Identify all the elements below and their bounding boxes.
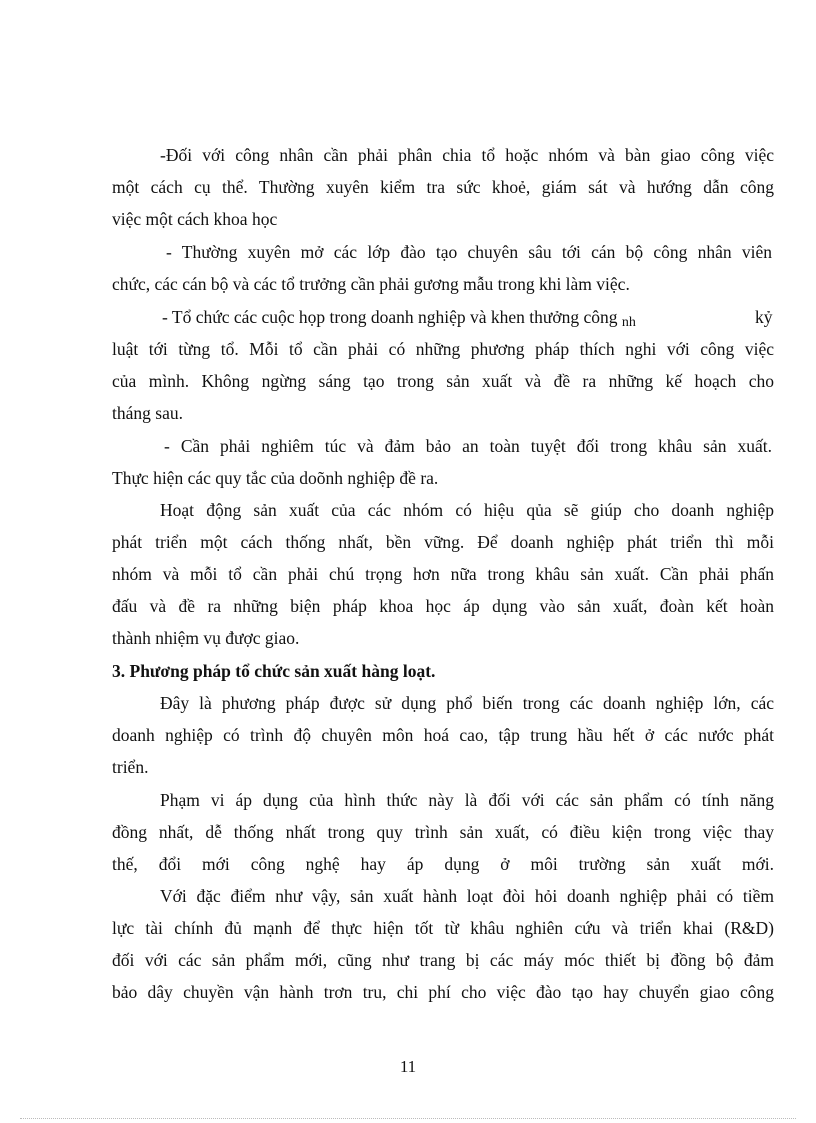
text-line: -Đối với công nhân cần phải phân chia tổ hoặc nhóm và bàn giao công việc [160,145,774,165]
text-line: - Thường xuyên mở các lớp đào tạo chuyên sâu tới cán bộ công nhân viên [166,242,772,262]
text-line: triển. [112,757,149,777]
text-line: việc một cách khoa học [112,209,278,229]
text-line: doanh nghiệp có trình độ chuyên môn hoá cao, tập trung hầu hết ở các nước phát [112,725,774,745]
text-line: đối với các sản phẩm mới, cũng như trang bị các máy móc thiết bị đồng bộ đảm [112,950,774,970]
text-line: của mình. Không ngừng sáng tạo trong sản xuất và đề ra những kế hoạch cho [112,371,774,391]
page-number: 11 [399,1057,417,1076]
text-line: - Cần phải nghiêm túc và đảm bảo an toàn tuyệt đối trong khâu sản xuất. [164,436,772,456]
page-bottom-divider [20,1118,796,1119]
text-line [162,305,636,332]
text-line: Phạm vi áp dụng của hình thức này là đối với các sản phẩm có tính năng [160,790,774,810]
text-line: thành nhiệm vụ được giao. [112,628,300,648]
text-line: Với đặc điểm như vậy, sản xuất hành loạt đòi hỏi doanh nghiệp phải có tiềm [160,886,774,906]
text-line: Đây là phương pháp được sử dụng phổ biến trong các doanh nghiệp lớn, các [160,693,774,713]
text-line: phát triển một cách thống nhất, bền vững. Để doanh nghiệp phát triển thì mỗi [112,532,774,552]
text-line: bảo dây chuyền vận hành trơn tru, chi phí cho việc đào tạo hay chuyển giao công [112,982,774,1002]
text-line: thế, đổi mới công nghệ hay áp dụng ở môi trường sản xuất mới. [112,854,774,874]
text-fragment: kỷ [755,307,773,327]
text-line: Thực hiện các quy tắc của doõnh nghiệp đề ra. [112,468,439,488]
text-line: một cách cụ thể. Thường xuyên kiểm tra sức khoẻ, giám sát và hướng dẫn công [112,177,774,197]
text-line: Hoạt động sản xuất của các nhóm có hiệu qủa sẽ giúp cho doanh nghiệp [160,500,774,520]
text-line: chức, các cán bộ và các tổ trưởng cần phải gương mẫu trong khi làm việc. [112,274,630,294]
inline-fragment: nh [621,315,636,330]
text-line: luật tới từng tổ. Mỗi tổ cần phải có những phương pháp thích nghi với công việc [112,339,774,359]
text-line: đồng nhất, dễ thống nhất trong quy trình sản xuất, có điều kiện trong việc thay [112,822,774,842]
text-line: lực tài chính đủ mạnh để thực hiện tốt từ khâu nghiên cứu và triển khai (R&D) [112,918,774,938]
text-line: tháng sau. [112,403,183,423]
text-line: đấu và đề ra những biện pháp khoa học áp dụng vào sản xuất, đoàn kết hoàn [112,596,774,616]
text-line: nhóm và mỗi tổ cần phải chú trọng hơn nữa trong khâu sản xuất. Cần phải phấn [112,564,774,584]
text-fragment: - Tổ chức các cuộc họp trong doanh nghiệp và khen thưởng công [162,307,618,327]
section-heading: 3. Phương pháp tổ chức sản xuất hàng loạt. [112,661,436,681]
